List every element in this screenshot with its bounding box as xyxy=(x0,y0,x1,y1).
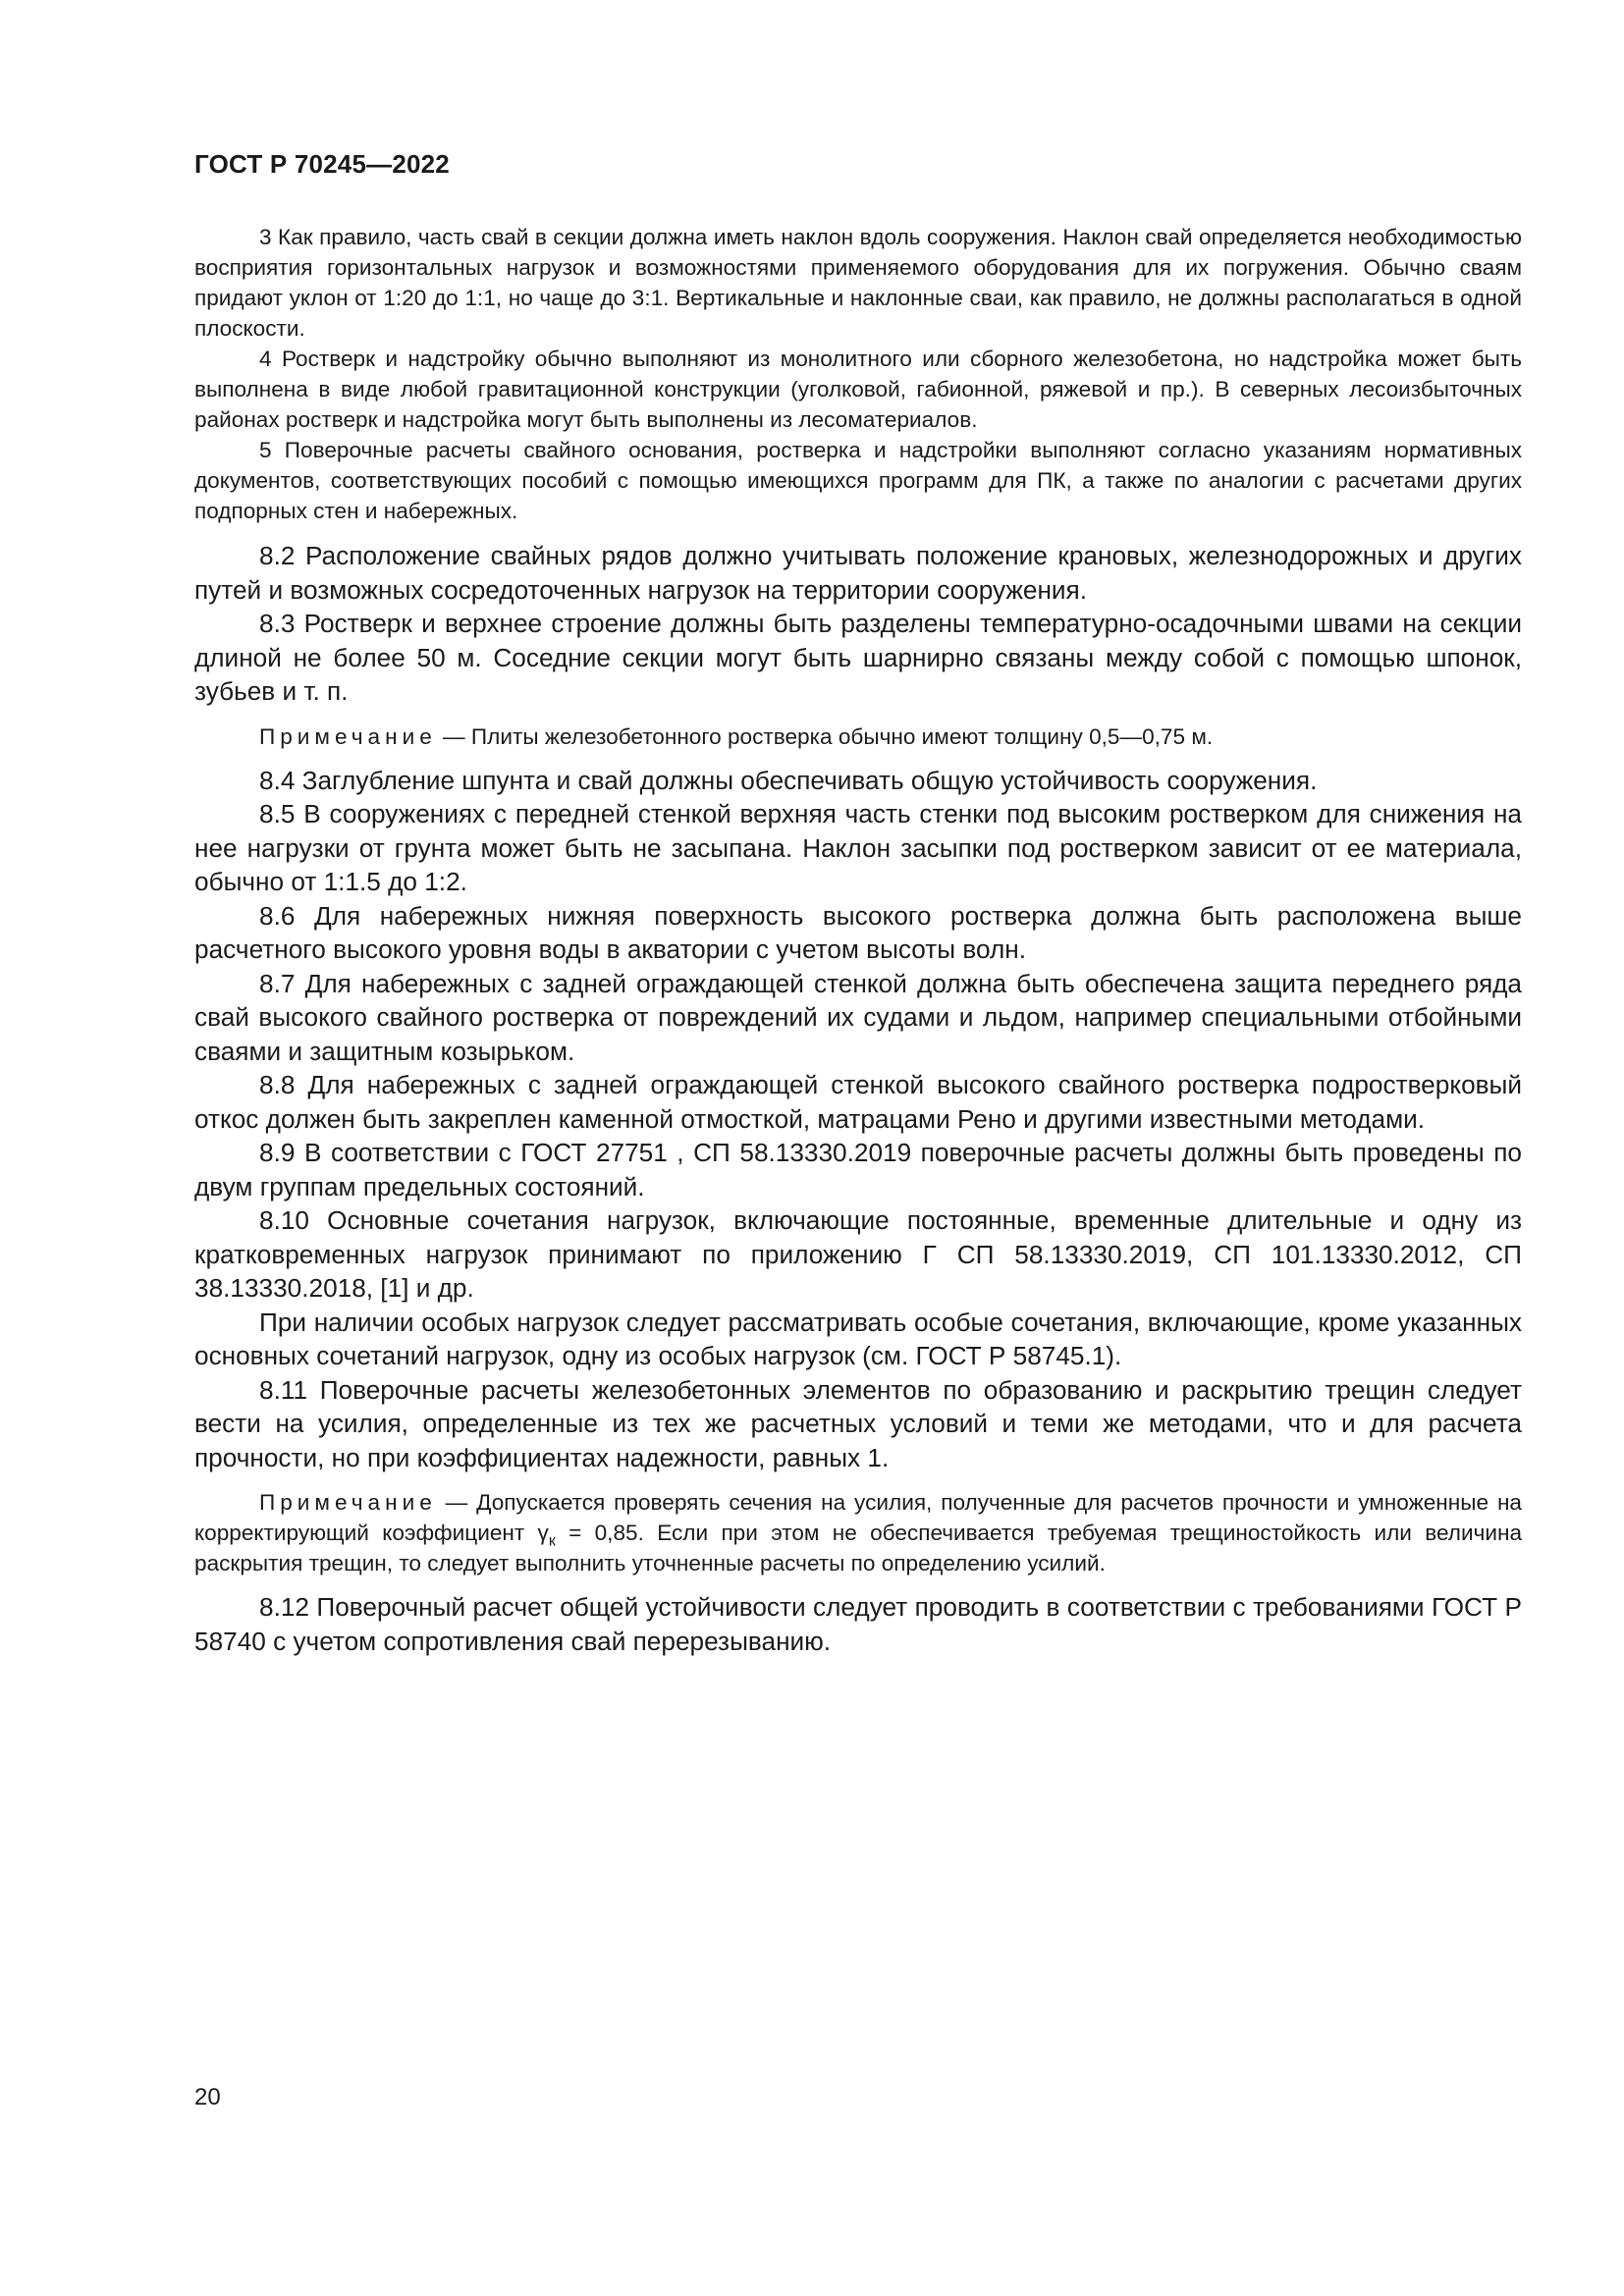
note-2 xyxy=(194,1487,1522,1578)
paragraph: 8.8 Для набережных с задней ограждающей стенкой высокого свайного ростверка подростверковый откос должен быть закреплен каменной отмосткой, матрацами Рено и другими известными методами. xyxy=(194,1070,1522,1134)
paragraph: 8.11 Поверочные расчеты железобетонных элементов по образованию и раскрытию трещин следует вести на усилия, определенные из тех же расчетных условий и теми же методами, что и для расчета прочности, но при коэффициентах надежности, равных 1. xyxy=(194,1374,1522,1472)
paragraph: 8.10 Основные сочетания нагрузок, включающие постоянные, временные длительные и одну из кратковременных нагрузок принимают по приложению Г СП 58.13330.2019, СП 101.13330.2012, СП 38.13330.2018, [1] и др. xyxy=(194,1205,1522,1303)
main-section-c xyxy=(194,1590,1522,1658)
paragraph: При наличии особых нагрузок следует рассматривать особые сочетания, включающие, кроме указанных основных сочетаний нагрузок, одну из особых нагрузок (см. ГОСТ Р 58745.1). xyxy=(194,1307,1522,1370)
note-label: Примечание xyxy=(259,1490,437,1515)
paragraph: 8.12 Поверочный расчет общей устойчивости следует проводить в соответствии с требованиями ГОСТ Р 58740 с учетом сопротивления свай перерезыванию. xyxy=(194,1592,1522,1656)
paragraph: 8.5 В сооружениях с передней стенкой верхняя часть стенки под высоким ростверком для снижения на нее нагрузки от грунта может быть не засыпана. Наклон засыпки под ростверком зависит от ее материала, обычно от 1:1.5 до 1:2. xyxy=(194,799,1522,896)
gamma-symbol: γ xyxy=(537,1521,549,1545)
notes-block xyxy=(194,222,1522,526)
note-text: = 0,85. Если при этом не обеспечивается требуемая трещиностойкость или величина раскрытия трещин, то следует выполнить уточненные расчеты по определению усилий. xyxy=(194,1521,1523,1575)
gamma-subscript: к xyxy=(548,1532,556,1550)
page-number: 20 xyxy=(194,2084,221,2110)
note-item: 5 Поверочные расчеты свайного основания, ростверка и надстройки выполняют согласно указаниям нормативных документов, соответствующих пособий с помощью имеющихся программ для ПК, а также по аналогии с расчетами других подпорных стен и набережных. xyxy=(194,438,1522,523)
document-header: ГОСТ Р 70245—2022 xyxy=(194,149,450,179)
note-text: — Плиты железобетонного ростверка обычно имеют толщину 0,5—0,75 м. xyxy=(436,723,1214,749)
note-label: Примечание xyxy=(259,723,437,749)
paragraph: 8.9 В соответствии с ГОСТ 27751 , СП 58.13330.2019 поверочные расчеты должны быть проведены по двум группам предельных состояний. xyxy=(194,1138,1522,1201)
paragraph: 8.4 Заглубление шпунта и свай должны обеспечивать общую устойчивость сооружения. xyxy=(259,765,1318,795)
note-text: — Допускается проверять сечения на усилия, полученные для расчетов прочности и умноженные на корректирующий коэффициент xyxy=(194,1490,1522,1545)
paragraph: 8.7 Для набережных с задней ограждающей стенкой должна быть обеспечена защита переднего ряда свай высокого свайного ростверка от повреждений их судами и льдом, например специальными отбойными сваями и защитным козырьком. xyxy=(194,968,1522,1066)
note-item: 4 Ростверк и надстройку обычно выполняют из монолитного или сборного железобетона, но надстройка может быть выполнена в виде любой гравитационной конструкции (уголковой, габионной, ряжевой и пр.). В северных лесоизбыточных районах ростверк и надстройка могут быть выполнены из лесоматериалов. xyxy=(194,347,1522,432)
note-1 xyxy=(194,721,1522,752)
paragraph: 8.2 Расположение свайных рядов должно учитывать положение крановых, железнодорожных и других путей и возможных сосредоточенных нагрузок на территории сооружения. xyxy=(194,541,1522,605)
paragraph: 8.6 Для набережных нижняя поверхность высокого ростверка должна быть расположена выше расчетного высокого уровня воды в акватории с учетом высоты волн. xyxy=(194,900,1522,964)
paragraph: 8.3 Ростверк и верхнее строение должны быть разделены температурно-осадочными швами на секции длиной не более 50 м. Соседние секции могут быть шарнирно связаны между собой с помощью шпонок, зубьев и т. п. xyxy=(194,609,1522,706)
main-section-a xyxy=(194,539,1522,709)
document-body xyxy=(194,222,1522,1658)
main-section-b xyxy=(194,764,1522,1475)
note-item: 3 Как правило, часть свай в секции должна иметь наклон вдоль сооружения. Наклон свай определяется необходимостью восприятия горизонтальных нагрузок и возможностями применяемого оборудования для их погружения. Обычно сваям придают уклон от 1:20 до 1:1, но чаще до 3:1. Вертикальные и наклонные сваи, как правило, не должны располагаться в одной плоскости. xyxy=(194,225,1522,341)
